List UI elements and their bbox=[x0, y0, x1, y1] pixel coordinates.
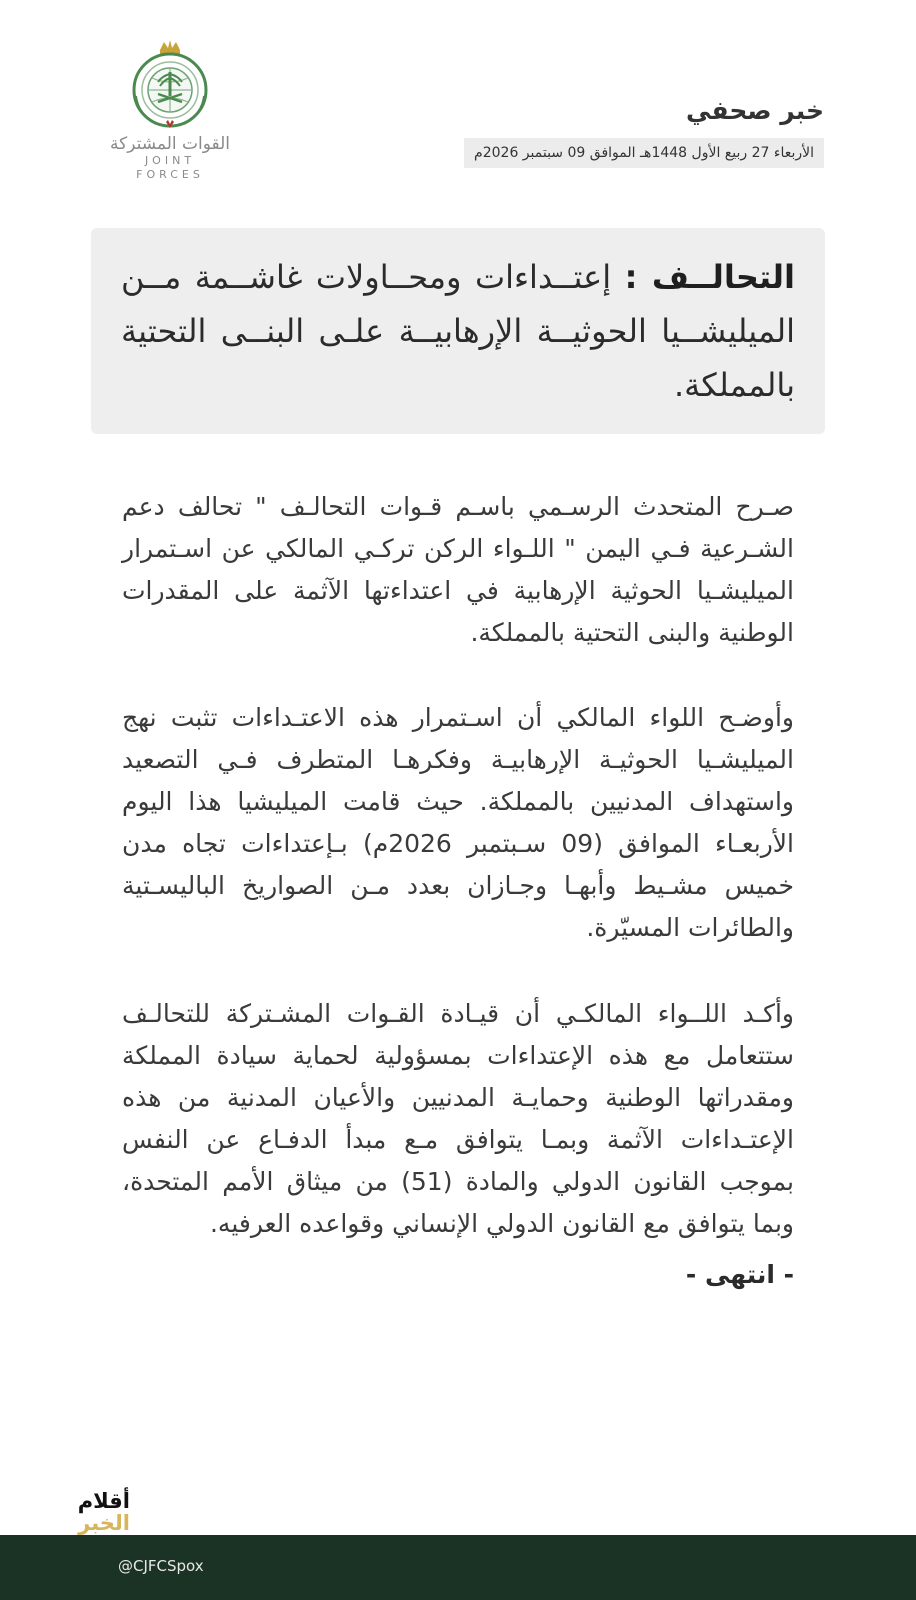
end-marker: - انتهى - bbox=[685, 1260, 794, 1289]
document-type: خبر صحفي bbox=[686, 96, 824, 125]
paragraph-1: صـرح المتحدث الرسـمي باسـم قـوات التحالـف " تحالف دعم الشـرعية فـي اليمن " اللـواء الركن تركـي المالكي عن اسـتمرار الميليشـيا الحوثية الإرهابية في اعتداءتها الآثمة على المقدرات الوطنية والبنى التحتية بالمملكة. bbox=[122, 492, 794, 647]
headline-text: إعتــداءات ومحــاولات غاشــمة مــن الميليشــيا الحوثيــة الإرهابيــة علـى البنــى التحتية بالمملكة. bbox=[121, 258, 795, 404]
headline-tag: التحالــف : bbox=[624, 258, 796, 296]
paragraph-2: وأوضـح اللواء المالكي أن اسـتمرار هذه الاعتـداءات تثبت نهج الميليشـيا الحوثيـة الإرهابيـة وفكرهـا المتطرف فـي التصعيد واستهداف المدنيين بالمملكة. حيث قامت الميليشيا هذا اليوم الأربعـاء الموافق (09 سـبتمبر 2026م) بـإعتداءات تجاه مدن خميس مشـيط وأبهـا وجـازان بعدد مـن الصواريخ الباليسـتية والطائرات المسيّرة. bbox=[122, 703, 795, 942]
social-handle[interactable]: @CJFCSpox bbox=[118, 1557, 204, 1575]
emblem-icon bbox=[122, 36, 218, 132]
headline-box bbox=[91, 228, 825, 434]
paragraph-3: وأكـد اللــواء المالكـي أن قيـادة القـوات المشـتركة للتحالـف ستتعامل مع هذه الإعتداءات بمسؤولية لحماية سيادة المملكة ومقدراتها الوطنية وحمايـة المدنيين والأعيان المدنية من هذه الإعتـداءات الآثمة وبمـا يتوافق مـع مبدأ الدفـاع عن النفس بموجب القانون الدولي والمادة (51) من ميثاق الأمم المتحدة، وبما يتوافق مع القانون الدولي الإنساني وقواعده العرفيه. bbox=[122, 999, 794, 1238]
watermark-line-1: أقلام bbox=[77, 1489, 130, 1513]
footer-bar bbox=[0, 1535, 916, 1600]
watermark-line-2: الخبر bbox=[78, 1511, 130, 1535]
joint-forces-logo bbox=[108, 36, 232, 181]
date-line: الأربعاء 27 ربيع الأول 1448هـ الموافق 09 سبتمبر 2026م bbox=[464, 138, 824, 168]
watermark-logo bbox=[54, 1490, 130, 1538]
logo-english-name: JOINT FORCES bbox=[136, 154, 204, 181]
logo-arabic-name: القوات المشتركة bbox=[109, 134, 231, 154]
